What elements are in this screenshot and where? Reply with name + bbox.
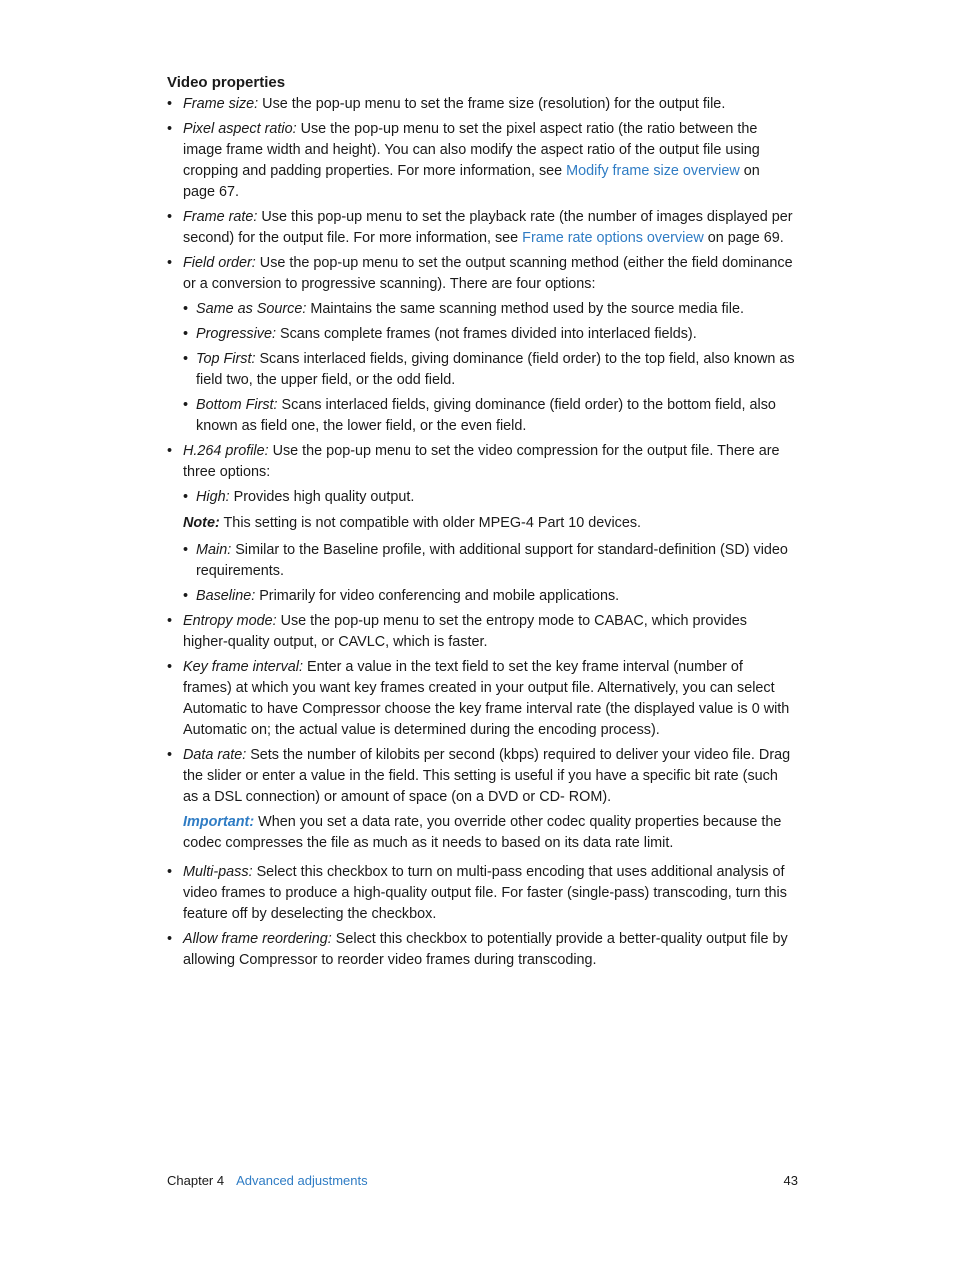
term: Progressive: — [196, 326, 276, 342]
bullet: • — [167, 613, 173, 629]
bullet: • — [167, 255, 173, 271]
bullet: • — [183, 326, 189, 342]
description: Scans interlaced fields, giving dominance (field order) to the bottom field, also known as field one, the lower field, or the even field. — [196, 397, 776, 434]
page-content — [167, 72, 795, 971]
properties-list — [167, 94, 795, 971]
term: Field order: — [183, 255, 256, 271]
footer-chapter-link[interactable]: Advanced adjustments — [236, 1173, 368, 1188]
description: Sets the number of kilobits per second (kbps) required to deliver your video file. Drag the slider or enter a value in the field. This setting is useful if you have a specific bit rate (such as a DSL connection) or amount of space (on a DVD or CD- ROM). — [183, 747, 791, 805]
note-text: This setting is not compatible with older MPEG-4 Part 10 devices. — [219, 515, 642, 531]
page-footer — [167, 1172, 798, 1190]
bullet: • — [183, 351, 189, 367]
term: H.264 profile: — [183, 443, 269, 459]
sub-item-main — [183, 540, 795, 582]
h264-options-rest — [183, 540, 795, 607]
list-item-data-rate — [167, 745, 795, 854]
bullet: • — [167, 443, 173, 459]
term: Allow frame reordering: — [183, 931, 332, 947]
term: Top First: — [196, 351, 256, 367]
bullet: • — [167, 747, 173, 763]
term: Pixel aspect ratio: — [183, 121, 297, 137]
description: Use the pop-up menu to set the entropy mode to CABAC, which provides higher-quality output, or CAVLC, which is faster. — [183, 613, 747, 650]
term: Same as Source: — [196, 301, 307, 317]
important-note — [183, 812, 795, 854]
description: Scans complete frames (not frames divided into interlaced fields). — [275, 326, 697, 342]
bullet: • — [167, 209, 173, 225]
description: Primarily for video conferencing and mobile applications. — [255, 588, 620, 604]
footer-chapter: Chapter 4 — [167, 1173, 225, 1188]
sub-item-same-as-source — [183, 299, 795, 320]
description: Use the pop-up menu to set the frame size (resolution) for the output file. — [258, 96, 726, 112]
page-number: 43 — [783, 1173, 798, 1188]
bullet: • — [183, 542, 189, 558]
important-text: When you set a data rate, you override other codec quality properties because the codec compresses the file as much as it needs to based on its data rate limit. — [183, 814, 782, 851]
link-modify-frame-size[interactable]: Modify frame size overview — [566, 163, 740, 179]
description: Scans interlaced fields, giving dominance (field order) to the top field, also known as field two, the upper field, or the odd field. — [196, 351, 795, 388]
bullet: • — [167, 659, 173, 675]
description-tail: on page 67. — [183, 163, 760, 200]
term: Frame size: — [183, 96, 259, 112]
description-tail: on page 69. — [703, 230, 784, 246]
term: Key frame interval: — [183, 659, 303, 675]
list-item-h264-profile — [167, 441, 795, 607]
list-item-multi-pass — [167, 862, 795, 925]
list-item-pixel-aspect — [167, 119, 795, 203]
note-label: Note: — [183, 515, 220, 531]
list-item-frame-rate — [167, 207, 795, 249]
sub-item-high — [183, 487, 795, 508]
description: Select this checkbox to potentially provide a better-quality output file by allowing Compressor to reorder video frames during transcoding. — [183, 931, 788, 968]
term: Bottom First: — [196, 397, 278, 413]
description: Use the pop-up menu to set the pixel aspect ratio (the ratio between the image frame width and height). You can also modify the aspect ratio of the output file using cropping and padding properties. For more information, see — [183, 121, 760, 179]
description: Maintains the same scanning method used by the source media file. — [306, 301, 744, 317]
bullet: • — [167, 121, 173, 137]
section-title: Video properties — [167, 74, 286, 91]
link-frame-rate-options[interactable]: Frame rate options overview — [522, 230, 704, 246]
description: Enter a value in the text field to set the key frame interval (number of frames) at which you want key frames created in your output file. Alternatively, you can select Automatic to have Compressor choose the key frame interval rate (the displayed value is 0 with Automatic on; the actual value is determined during the encoding process). — [183, 659, 790, 738]
important-label: Important: — [183, 814, 255, 830]
term: Data rate: — [183, 747, 247, 763]
description: Use this pop-up menu to set the playback rate (the number of images displayed per second) for the output file. For more information, see — [183, 209, 793, 246]
bullet: • — [167, 96, 173, 112]
description: Similar to the Baseline profile, with additional support for standard-definition (SD) video requirements. — [196, 542, 788, 579]
field-order-options — [183, 299, 795, 437]
bullet: • — [183, 397, 189, 413]
sub-item-progressive — [183, 324, 795, 345]
description: Select this checkbox to turn on multi-pass encoding that uses additional analysis of video frames to produce a high-quality output file. For faster (single-pass) transcoding, turn this feature off by deselecting the checkbox. — [183, 864, 787, 922]
description: Use the pop-up menu to set the output scanning method (either the field dominance or a conversion to progressive scanning). There are four options: — [183, 255, 793, 292]
list-item-entropy-mode — [167, 611, 795, 653]
h264-options-high — [183, 487, 795, 508]
list-item-frame-size — [167, 94, 795, 115]
list-item-key-frame-interval — [167, 657, 795, 741]
sub-item-baseline — [183, 586, 795, 607]
term: Frame rate: — [183, 209, 258, 225]
sub-item-top-first — [183, 349, 795, 391]
term: Entropy mode: — [183, 613, 277, 629]
list-item-allow-frame-reordering — [167, 929, 795, 971]
list-item-field-order — [167, 253, 795, 437]
bullet: • — [167, 931, 173, 947]
term: High: — [196, 489, 230, 505]
term: Multi-pass: — [183, 864, 253, 880]
description: Provides high quality output. — [229, 489, 415, 505]
bullet: • — [183, 301, 189, 317]
term: Baseline: — [196, 588, 256, 604]
description: Use the pop-up menu to set the video compression for the output file. There are three options: — [183, 443, 780, 480]
bullet: • — [183, 588, 189, 604]
bullet: • — [167, 864, 173, 880]
note — [183, 513, 795, 534]
bullet: • — [183, 489, 189, 505]
term: Main: — [196, 542, 232, 558]
sub-item-bottom-first — [183, 395, 795, 437]
